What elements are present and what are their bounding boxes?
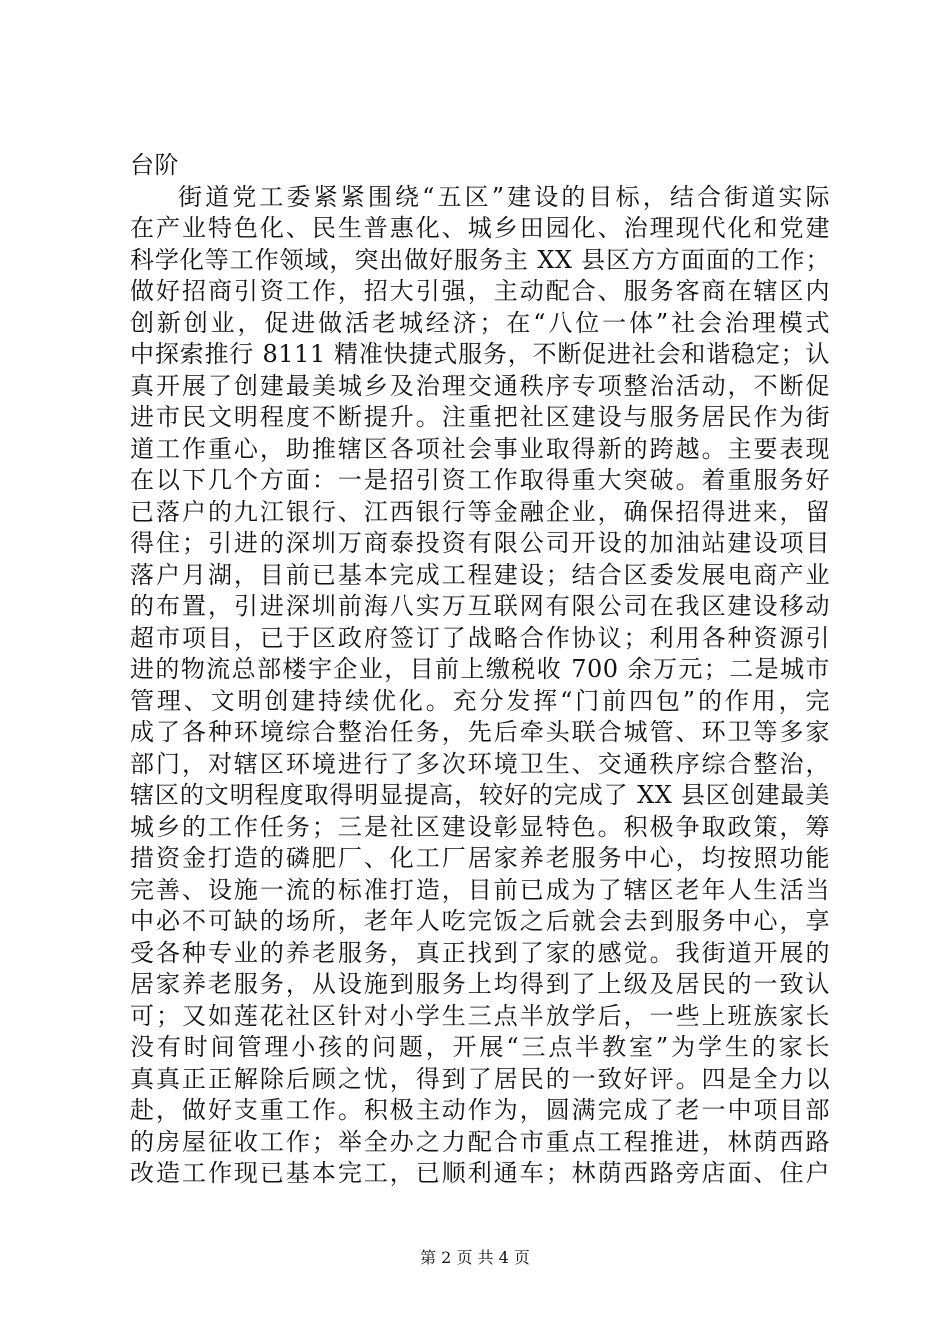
text-line: 进市民文明程度不断提升。注重把社区建设与服务居民作为街: [130, 403, 830, 431]
text-line: 落户月湖，目前已基本完成工程建设；结合区委发展电商产业: [130, 560, 830, 589]
text-line: 得住；引进的深圳万商泰投资有限公司开设的加油站建设项目: [130, 529, 830, 557]
text-line: 城乡的工作任务；三是社区建设彰显特色。积极争取政策，筹: [130, 812, 830, 841]
text-line: 成了各种环境综合整治任务，先后牵头联合城管、环卫等多家: [130, 718, 830, 746]
text-line: 没有时间管理小孩的问题，开展“三点半教室”为学生的家长: [130, 1033, 830, 1061]
text-line: 的布置，引进深圳前海八实万互联网有限公司在我区建设移动: [130, 592, 830, 620]
text-line: 已落户的九江银行、江西银行等金融企业，确保招得进来，留: [130, 497, 830, 526]
text-line: 创新创业，促进做活老城经济；在“八位一体”社会治理模式: [130, 308, 830, 337]
text-line: 台阶: [130, 151, 179, 179]
page-footer: 第 2 页 共 4 页: [420, 1248, 530, 1267]
text-line: 可；又如莲花社区针对小学生三点半放学后，一些上班族家长: [130, 1001, 830, 1030]
text-line: 受各种专业的养老服务，真正找到了家的感觉。我街道开展的: [130, 938, 830, 967]
text-line: 措资金打造的磷肥厂、化工厂居家养老服务中心，均按照功能: [130, 844, 830, 872]
text-line: 进的物流总部楼宇企业，目前上缴税收 700 余万元；二是城市: [130, 655, 830, 683]
text-line: 在产业特色化、民生普惠化、城乡田园化、治理现代化和党建: [130, 214, 830, 242]
text-line: 真真正正解除后顾之忧，得到了居民的一致好评。四是全力以: [130, 1064, 830, 1093]
text-line: 完善、设施一流的标准打造，目前已成为了辖区老年人生活当: [130, 875, 830, 904]
text-line: 的房屋征收工作；举全办之力配合市重点工程推进，林荫西路: [130, 1127, 830, 1156]
text-line: 超市项目，已于区政府签订了战略合作协议；利用各种资源引: [130, 623, 830, 652]
text-line: 街道党工委紧紧围绕“五区”建设的目标，结合街道实际: [178, 182, 830, 211]
text-line: 做好招商引资工作，招大引强，主动配合、服务客商在辖区内: [130, 277, 830, 305]
text-line: 辖区的文明程度取得明显提高，较好的完成了 XX 县区创建最美: [130, 781, 830, 809]
text-line: 居家养老服务，从设施到服务上均得到了上级及居民的一致认: [130, 970, 830, 998]
text-line: 中探索推行 8111 精准快捷式服务，不断促进社会和谐稳定；认: [130, 340, 830, 368]
text-line: 真开展了创建最美城乡及治理交通秩序专项整治活动，不断促: [130, 371, 830, 400]
text-line: 道工作重心，助推辖区各项社会事业取得新的跨越。主要表现: [130, 434, 830, 463]
text-line: 科学化等工作领域，突出做好服务主 XX 县区方方面面的工作；: [130, 245, 830, 274]
text-line: 在以下几个方面：一是招引资工作取得重大突破。着重服务好: [130, 466, 830, 494]
text-line: 改造工作现已基本完工，已顺利通车；林荫西路旁店面、住户: [130, 1159, 830, 1187]
body-text: [130, 150, 830, 1190]
text-line: 赴，做好支重工作。积极主动作为，圆满完成了老一中项目部: [130, 1096, 830, 1124]
text-line: 中必不可缺的场所，老年人吃完饭之后就会去到服务中心，享: [130, 907, 830, 935]
text-line: 部门，对辖区环境进行了多次环境卫生、交通秩序综合整治，: [130, 749, 830, 778]
text-line: 管理、文明创建持续优化。充分发挥“门前四包”的作用，完: [130, 686, 830, 715]
